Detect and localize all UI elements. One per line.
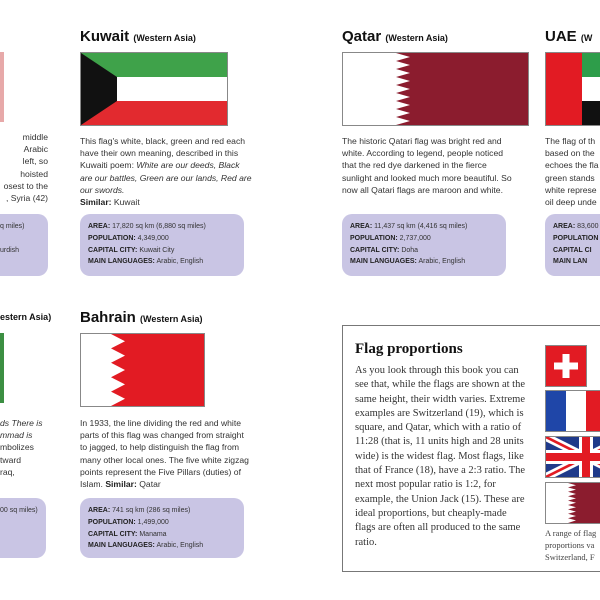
area-row (88, 505, 236, 517)
population-row (553, 233, 600, 245)
similar-label: Similar: (105, 479, 137, 490)
region-label: (Western Asia) (140, 314, 203, 324)
caption-line: proportions va (545, 540, 595, 550)
text-line: osest to the (3, 180, 48, 191)
population-value: 4,349,000 (137, 234, 169, 242)
caption-line: A range of flag (545, 528, 597, 538)
flag-proportions-title: Flag proportions (355, 341, 463, 357)
area-label: AREA: (88, 223, 111, 230)
area-label: AREA: (553, 223, 576, 230)
languages-row (88, 540, 236, 552)
capital-label: CAPITAL CITY: (88, 530, 138, 538)
capital-value: Manama (139, 530, 167, 538)
area-label: AREA: (350, 223, 373, 230)
text-line: green stands (545, 172, 595, 183)
qatar-flag-graphic (343, 53, 528, 125)
area-row (88, 221, 236, 233)
languages-row (553, 256, 600, 268)
country-name: Bahrain (80, 309, 136, 326)
area-value: 83,600 (577, 223, 599, 230)
text-line: hoisted (20, 168, 48, 179)
area-value: 17,820 sq km (6,880 sq miles) (112, 223, 206, 230)
population-label: POPULATION (553, 234, 599, 242)
kuwait-flag-graphic (81, 53, 227, 125)
text-line: white represe (545, 184, 597, 195)
languages-value: Arabic, English (156, 258, 204, 266)
region-label: (W (580, 33, 593, 43)
languages-label: MAIN LANGUAGES: (88, 258, 155, 266)
capital-label: CAPITAL CITY: (88, 246, 138, 254)
left-partial-flag-top (0, 52, 4, 122)
text-line: based on the (545, 148, 595, 159)
region-label: (Western Asia) (385, 33, 448, 43)
bahrain-flag-graphic (81, 334, 204, 406)
text-line: echoes the fla (545, 160, 599, 171)
bahrain-description (80, 417, 252, 490)
union-jack-flag-graphic (546, 437, 600, 477)
languages-label: MAIN LANGUAGES: (350, 258, 417, 266)
capital-value: Kuwait City (139, 246, 175, 254)
population-label: POPULATION: (350, 234, 398, 242)
qatar-title (342, 28, 448, 45)
qatar-infobox (342, 214, 506, 276)
country-name: Kuwait (80, 28, 130, 45)
languages-row (350, 256, 498, 268)
area-value: 741 sq km (286 sq miles) (112, 507, 191, 514)
population-row (88, 233, 236, 245)
uae-flag (545, 52, 600, 126)
population-row (88, 517, 236, 529)
population-label: POPULATION: (88, 518, 136, 526)
switzerland-flag (545, 345, 587, 387)
qatar-small-flag-graphic (546, 483, 600, 523)
left-partial-text-top (0, 131, 48, 204)
text-line: mbolizes (0, 442, 34, 453)
capital-row (553, 245, 600, 257)
area-row (553, 221, 600, 233)
left-partial-flag-bottom (0, 333, 4, 403)
region-label: estern Asia) (0, 312, 52, 322)
text-line: ds There is (0, 418, 43, 428)
languages-value: Arabic, English (156, 542, 204, 550)
union-jack-flag (545, 436, 600, 478)
kuwait-description (80, 135, 252, 208)
text-line: The flag of th (545, 136, 596, 146)
region-label: (Western Asia) (133, 33, 196, 43)
description-text: The historic Qatari flag was bright red and white. According to legend, people noticed that the red dye darkened in the fierce sunlight and looked much more beautiful. So now all Qatari flags are maroon and white. (342, 136, 512, 195)
population-row (350, 233, 498, 245)
population-label: POPULATION: (88, 234, 136, 242)
languages-value: Arabic, English (418, 258, 466, 266)
languages-label: MAIN LANGUAGES: (88, 542, 155, 550)
capital-row (88, 245, 236, 257)
info-line: 00 sq miles) (0, 507, 38, 514)
caption-line: Switzerland, F (545, 552, 595, 562)
capital-row (350, 245, 498, 257)
area-row (350, 221, 498, 233)
text-line: Arabic (23, 144, 48, 155)
capital-value: Doha (401, 246, 419, 254)
qatar-description (342, 135, 512, 196)
population-value: 1,499,000 (137, 518, 169, 526)
kuwait-title (80, 28, 196, 45)
flag-proportions-text: As you look through this book you can see that, while the flags are shown at the same height, their width varies. Extreme examples are Switzerland (19), which is square, and Qatar, which with a ratio of 11:28 (that is, 11 units high and 28 units wide) is the widest flag. Most flags, like that of France (18), have a 2:3 ratio. The next most popular ratio is 1:2, for example, the Union Jack (15). These are ideal proportions, but cheaply-made flags are often all produced to the same ratio. (355, 365, 526, 548)
bahrain-infobox (80, 498, 244, 558)
kuwait-infobox (80, 214, 244, 276)
info-line: urdish (0, 246, 20, 254)
left-partial-title-bottom (0, 312, 51, 322)
text-line: left, so (22, 156, 48, 167)
capital-row (88, 529, 236, 541)
text-line: oil deep unde (545, 197, 597, 208)
france-flag (545, 390, 600, 432)
text-line: mmad is (0, 430, 33, 441)
languages-row (88, 256, 236, 268)
info-line (0, 233, 40, 245)
france-flag-graphic (546, 391, 600, 431)
left-partial-infobox-top (0, 214, 48, 276)
text-line: raq, (0, 466, 15, 477)
description-text: This flag's white, black, green and red each have their own meaning, described in this Kuwaiti poem: (80, 136, 246, 171)
text-line: middle (22, 132, 48, 142)
left-partial-infobox-bottom (0, 498, 46, 558)
kuwait-flag (80, 52, 228, 126)
poem-text: White are our deeds, Black are our battles, Green are our lands, Red are our swords. (80, 160, 252, 195)
text-line: , Syria (42) (5, 193, 48, 204)
similar-value: Qatar (139, 479, 161, 490)
uae-flag-graphic (546, 53, 600, 125)
switzerland-flag-graphic (546, 346, 586, 386)
qatar-flag (342, 52, 529, 126)
languages-label: MAIN LAN (553, 258, 588, 266)
qatar-small-flag (545, 482, 600, 524)
bahrain-flag (80, 333, 205, 407)
capital-label: CAPITAL CI (553, 246, 592, 254)
area-value: 11,437 sq km (4,416 sq miles) (374, 223, 468, 230)
uae-description (545, 135, 600, 208)
uae-title (545, 28, 592, 45)
left-partial-text-bottom (0, 417, 46, 478)
info-line: q miles) (0, 223, 25, 230)
country-name: Qatar (342, 28, 382, 45)
uae-infobox (545, 214, 600, 276)
bahrain-title (80, 309, 203, 326)
text-line: tward (0, 454, 22, 465)
area-label: AREA: (88, 507, 111, 514)
similar-value: Kuwait (113, 197, 140, 208)
population-value: 2,737,000 (399, 234, 431, 242)
flag-proportions-caption (545, 527, 600, 563)
similar-label: Similar: (80, 197, 112, 208)
capital-label: CAPITAL CITY: (350, 246, 400, 254)
country-name: UAE (545, 28, 577, 45)
description-text: In 1933, the line dividing the red and white parts of this flag was changed from straight to jagged, to help distinguish the flag from many other local ones. The five white zigzag points represent the Five Pillars (duties) of Islam. (80, 418, 249, 490)
